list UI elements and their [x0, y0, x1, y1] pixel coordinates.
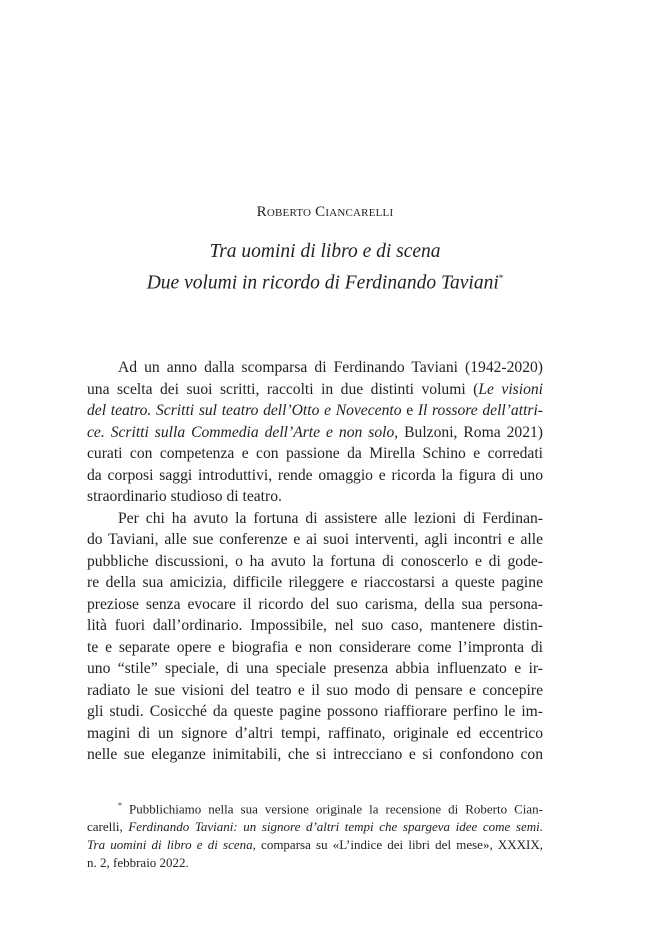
text-span: una scelta dei suoi scritti, raccolti in due distinti volumi ( — [87, 380, 479, 398]
title-line-2-text: Due volumi in ricordo di Ferdinando Taviani — [146, 272, 499, 294]
text-line: lità fuori dall’ordinario. Impossibile, nel suo caso, mantenere distin- — [87, 617, 543, 634]
footnote-line — [87, 797, 543, 818]
footnote-line — [87, 818, 543, 836]
book-title: Le visioni — [478, 380, 543, 398]
paragraph-2 — [87, 508, 543, 766]
text-line: te e separate opere e biografia e non considerare come l’impronta di — [87, 638, 543, 656]
footnote-line: n. 2, febbraio 2022. — [87, 855, 189, 871]
text-span: , comparsa su «L’indice dei libri del mese», XXXIX, — [252, 837, 543, 853]
title-line-1: Tra uomini di libro e di scena — [209, 241, 441, 262]
book-title: del teatro. Scritti sul teatro dell’Otto e Novecento — [87, 402, 402, 419]
text-line — [87, 400, 543, 422]
cited-title: Ferdinando Taviani: un signore d’altri tempi che spargeva idee come semi. — [128, 819, 543, 835]
text-span: , Bulzoni, Roma 2021) — [394, 423, 543, 441]
footnote — [87, 797, 543, 872]
text-line: do Taviani, alle sue conferenze e ai suoi interventi, agli incontri e alle — [87, 531, 543, 548]
text-span: carelli, — [87, 819, 129, 835]
author-name: Roberto Ciancarelli — [256, 204, 394, 220]
article-title — [0, 238, 650, 297]
title-line-2 — [0, 265, 650, 297]
text-line: straordinario studioso di teatro. — [87, 488, 282, 505]
footnote-marker: * — [118, 801, 122, 810]
text-line: Ad un anno dalla scomparsa di Ferdinando Taviani (1942-2020) — [118, 359, 543, 376]
text-line: nelle sue eleganze inimitabili, che si intrecciano e si confondono con — [87, 746, 543, 763]
text-line: preziose senza evocare il ricordo del suo carisma, della sua persona- — [87, 595, 543, 613]
book-title: Il rossore dell’attri- — [417, 402, 543, 419]
text-line: pubbliche discussioni, o ha avuto la fortuna di conoscerlo e di gode- — [87, 552, 543, 570]
text-line — [87, 379, 543, 401]
article-body — [87, 357, 543, 766]
footnote-line — [87, 836, 543, 854]
text-line: re della sua amicizia, difficile rileggere e riaccostarsi a queste pagine — [87, 574, 543, 591]
text-line: magini di un signore d’altri tempi, raffinato, originale ed eccentrico — [87, 724, 543, 742]
text-line: da corposi saggi introduttivi, rende omaggio e ricorda la figura di uno — [87, 466, 543, 484]
footnote-reference[interactable]: * — [498, 273, 504, 283]
text-span: e — [401, 402, 418, 419]
book-title: ce. Scritti sulla Commedia dell’Arte e non solo — [87, 423, 395, 441]
cited-title: Tra uomini di libro e di scena — [87, 837, 253, 853]
paragraph-1 — [87, 357, 543, 508]
text-span: Pubblichiamo nella sua versione originale la recensione di Roberto Cian- — [129, 801, 543, 817]
text-line: radiato le sue visioni del teatro e il suo modo di pensare e concepire — [87, 681, 543, 699]
text-line — [87, 422, 543, 444]
text-line: gli studi. Cosicché da queste pagine possono riaffiorare perfino le im- — [87, 703, 543, 720]
text-line: uno “stile” speciale, di una speciale presenza abbia influenzato e ir- — [87, 660, 543, 677]
text-line: curati con competenza e con passione da Mirella Schino e corredati — [87, 445, 543, 462]
text-line: Per chi ha avuto la fortuna di assistere alle lezioni di Ferdinan- — [118, 509, 543, 527]
